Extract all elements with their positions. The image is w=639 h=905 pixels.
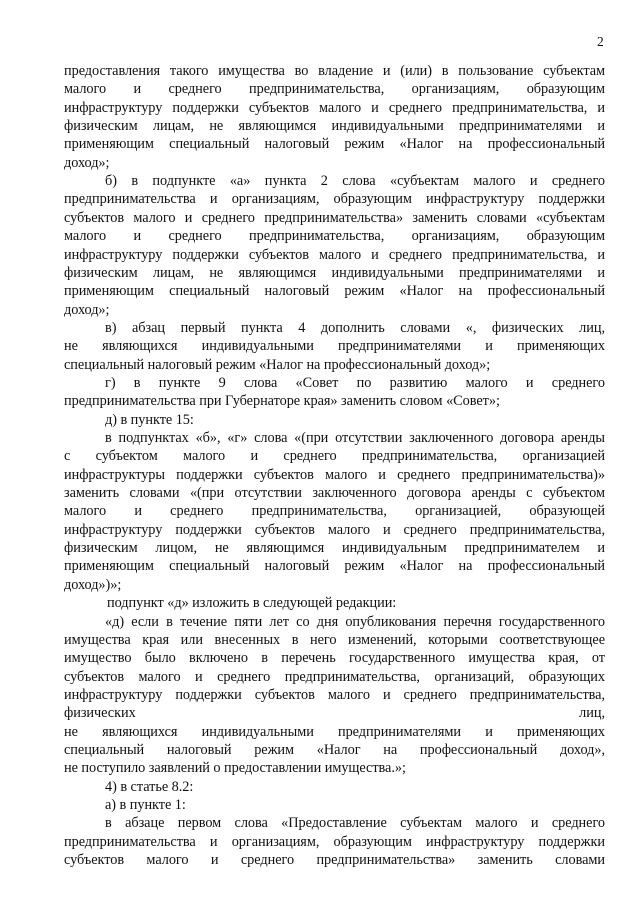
text-line: физическим лицом, не являющимся индивидуальным предпринимателем и	[64, 540, 605, 557]
text-line: предпринимательства и организациям, образующим инфраструктуру поддержки	[64, 833, 605, 850]
text-line: субъектов малого и среднего предпринимательства» заменить словами «субъектам	[64, 209, 605, 226]
text-line: имущества края или внесенных в него изменений, которыми соответствующее	[64, 631, 605, 648]
text-line: малого и среднего предпринимательства, организациям, образующим	[64, 81, 605, 98]
page-number: 2	[597, 34, 604, 49]
text-line: в подпунктах «б», «г» слова «(при отсутствии заключенного договора аренды	[105, 430, 605, 446]
text-line: физическим лицам, не являющимся индивидуальными предпринимателями и	[64, 264, 605, 281]
text-line: субъектов малого и среднего предпринимательства» заменить словами	[64, 852, 605, 869]
text-line: заменить словами «(при отсутствии заключенного договора аренды с субъектом	[64, 485, 605, 502]
text-line: специальный налоговый режим «Налог на профессиональный доход»;	[64, 356, 491, 373]
text-line: предпринимательства и организациям, образующим инфраструктуру поддержки	[64, 191, 605, 208]
text-line: предоставления такого имущества во владение и (или) в пользование субъектам	[64, 63, 605, 79]
text-line: применяющим специальный налоговый режим «Налог на профессиональный	[64, 558, 605, 575]
text-line: подпункт «д» изложить в следующей редакции:	[107, 595, 397, 612]
text-line: а) в пункте 1:	[105, 797, 186, 813]
text-line: доход»;	[64, 301, 110, 318]
text-line: в абзаце первом слова «Предоставление субъектам малого и среднего	[105, 815, 605, 832]
text-line: физических лиц,	[64, 705, 605, 722]
text-line: предпринимательства при Губернаторе края» заменить словом «Совет»;	[64, 393, 500, 410]
text-line: доход»)»;	[64, 576, 122, 593]
text-line: малого и среднего предпринимательства, организациям, образующим	[64, 228, 605, 245]
text-line: применяющим специальный налоговый режим «Налог на профессиональный	[64, 136, 605, 153]
text-line: 4) в статье 8.2:	[105, 778, 194, 795]
text-line: не поступило заявлений о предоставлении имущества.»;	[64, 760, 406, 777]
text-line: физическим лицам, не являющимся индивидуальными предпринимателями и	[64, 118, 605, 135]
text-line: в) абзац первый пункта 4 дополнить словами «, физических лиц,	[105, 319, 605, 336]
text-line: субъектов малого и среднего предпринимательства, организаций, образующих	[64, 668, 605, 685]
text-line: инфраструктуры поддержки субъектов малого и среднего предпринимательства)»	[64, 466, 605, 483]
text-line: д) в пункте 15:	[105, 411, 194, 428]
text-line: инфраструктуру поддержки субъектов малого и среднего предпринимательства,	[64, 521, 605, 538]
text-line: применяющим специальный налоговый режим «Налог на профессиональный	[64, 283, 605, 300]
text-line: не являющихся индивидуальными предпринимателями и применяющих	[64, 723, 605, 740]
text-line: инфраструктуру поддержки субъектов малого и среднего предпринимательства,	[64, 686, 605, 703]
text-line: «д) если в течение пяти лет со дня опубликования перечня государственного	[105, 613, 605, 630]
text-line: г) в пункте 9 слова «Совет по развитию малого и среднего	[105, 374, 605, 391]
text-line: б) в подпункте «а» пункта 2 слова «субъектам малого и среднего	[105, 173, 605, 190]
text-line: инфраструктуру поддержки субъектов малого и среднего предпринимательства, и	[64, 246, 605, 263]
text-line: имущество было включено в перечень государственного имущества края, от	[64, 650, 606, 667]
text-line: малого и среднего предпринимательства, организацией, образующей	[64, 503, 605, 520]
text-line: доход»;	[64, 154, 110, 171]
text-line: с субъектом малого и среднего предпринимательства, организацией	[64, 448, 605, 465]
text-line: специальный налоговый режим «Налог на профессиональный доход»,	[64, 741, 605, 758]
text-line: не являющихся индивидуальными предпринимателями и применяющих	[64, 338, 605, 355]
text-line: инфраструктуру поддержки субъектов малого и среднего предпринимательства, и	[64, 99, 605, 116]
